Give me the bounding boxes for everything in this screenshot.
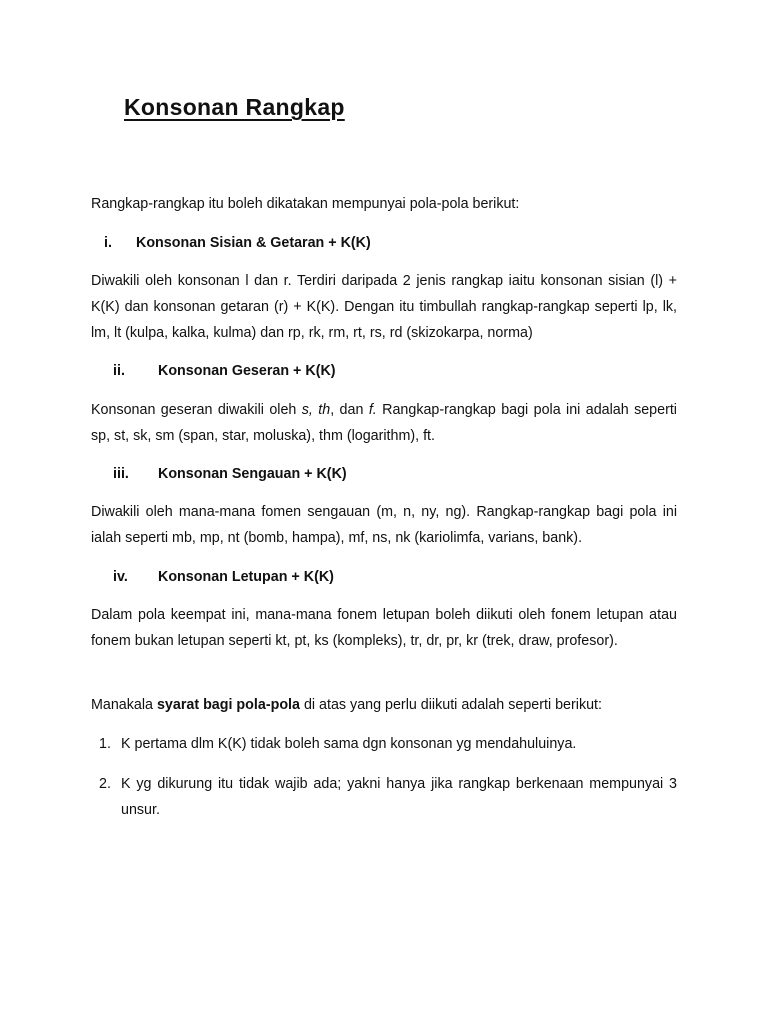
body-text: , dan: [330, 402, 369, 418]
section-numeral: iv.: [113, 569, 128, 585]
list-item: [91, 771, 677, 823]
body-italic-text: f.: [368, 402, 377, 418]
body-bold-text: syarat bagi pola-pola: [156, 697, 300, 713]
section-body-iv: Dalam pola keempat ini, mana-mana fonem letupan boleh diikuti oleh fonem letupan atau fonem bukan letupan seperti kt, pt, ks (kompleks), tr, dr, pr, kr (trek, draw, profesor).: [91, 607, 677, 649]
body-italic-text: s, th: [301, 402, 331, 418]
intro-paragraph: Rangkap-rangkap itu boleh dikatakan mempunyai pola-pola berikut:: [91, 196, 520, 212]
body-text: Konsonan geseran diwakili oleh: [91, 402, 302, 418]
body-text: di atas yang perlu diikuti adalah seperti berikut:: [299, 697, 602, 713]
page-title: Konsonan Rangkap: [124, 94, 345, 120]
section-heading-text: Konsonan Geseran + K(K): [158, 363, 336, 379]
section-body-i: Diwakili oleh konsonan l dan r. Terdiri daripada 2 jenis rangkap iaitu konsonan sisian (l) + K(K) dan konsonan getaran (r) + K(K). Dengan itu timbullah rangkap-rangkap seperti lp, lk, lm, lt (kulpa, kalka, kulma) dan rp, rk, rm, rt, rs, rd (skizokarpa, norma): [91, 273, 677, 341]
list-text: K pertama dlm K(K) tidak boleh sama dgn konsonan yg mendahuluinya.: [121, 736, 577, 752]
conditions-intro: [91, 692, 677, 718]
list-number: 1.: [99, 736, 111, 752]
section-numeral: i.: [104, 235, 112, 251]
section-numeral: ii.: [113, 363, 125, 379]
section-body-iii: Diwakili oleh mana-mana fomen sengauan (m, n, ny, ng). Rangkap-rangkap bagi pola ini ialah seperti mb, mp, nt (bomb, hampa), mf, ns, nk (kariolimfa, varians, bank).: [91, 504, 677, 546]
section-numeral: iii.: [113, 466, 129, 482]
list-text: K yg dikurung itu tidak wajib ada; yakni hanya jika rangkap berkenaan mempunyai 3 unsur.: [121, 776, 677, 818]
section-heading-text: Konsonan Sengauan + K(K): [158, 466, 347, 482]
section-body-ii: [91, 397, 677, 449]
list-number: 2.: [99, 776, 111, 792]
list-item: [91, 731, 677, 757]
section-heading-text: Konsonan Sisian & Getaran + K(K): [136, 235, 371, 251]
section-heading-text: Konsonan Letupan + K(K): [158, 569, 334, 585]
body-text: Manakala: [91, 697, 157, 713]
body-text: Rangkap-rangkap bagi pola ini adalah seperti sp, st, sk, sm (span, star, moluska), thm (logarithm), ft.: [91, 402, 677, 444]
